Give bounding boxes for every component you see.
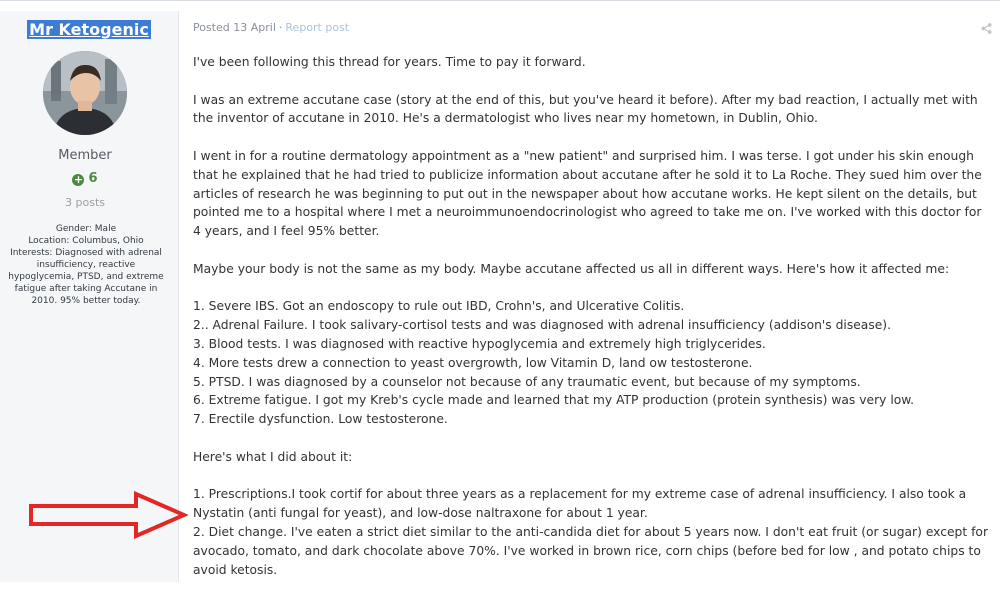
share-icon-glyph [981,23,992,34]
post-paragraph: Maybe your body is not the same as my body. Maybe accutane affected us all in different ways. Here's how it affected me: [193,261,950,276]
red-arrow-annotation [28,491,188,539]
post-meta [193,21,349,34]
posted-date: Posted 13 April [193,21,276,34]
effects-list [193,297,988,429]
post-paragraph: I've been following this thread for years. Time to pay it forward. [193,55,586,69]
list-item: 4. More tests drew a connection to yeast overgrowth, low Vitamin D, land ow testosterone. [193,355,753,370]
what-i-did-heading: Here's what I did about it: [193,449,353,464]
meta-separator: · [278,21,283,34]
list-item: 2. Diet change. I've eaten a strict diet similar to the anti-candida diet for about 5 years now. I don't eat fruit (or sugar) except for avocado, tomato, and dark chocolate above 70%. I've worked in brown rice, corn chips (before bed for low , and potato chips to avoid ketosis. [193,524,989,577]
author-name-link[interactable]: Mr Ketogenic [29,20,149,39]
list-item: 6. Extreme fatigue. I got my Kreb's cycle made and learned that my ATP production (protein synthesis) was very low. [193,393,915,408]
profile-fields [4,223,168,307]
report-post-link[interactable]: Report post [285,21,350,34]
list-item: 1. Severe IBS. Got an endoscopy to rule out IBD, Crohn's, and Ulcerative Colitis. [193,299,685,314]
post-count: 3 posts [65,196,105,209]
list-item: 2.. Adrenal Failure. I took salivary-cortisol tests and was diagnosed with adrenal insufficiency (addison's disease). [193,318,892,333]
share-icon[interactable] [981,23,992,37]
profile-interests: Interests: Diagnosed with adrenal insufficiency, reactive hypoglycemia, PTSD, and extreme fatigue after taking Accutane in 2010. 95% better today. [8,248,164,306]
avatar-image [43,51,127,135]
actions-list [193,485,988,579]
reputation-badge[interactable] [0,171,170,186]
plus-circle-icon: + [73,173,84,186]
list-item: 3. Blood tests. I was diagnosed with reactive hypoglycemia and extremely high triglycerides. [193,336,766,351]
author-name[interactable] [0,20,178,39]
list-item: 5. PTSD. I was diagnosed by a counselor not because of any traumatic event, but because of my symptoms. [193,374,861,389]
avatar[interactable] [43,51,127,135]
profile-gender: Gender: Male [55,224,117,234]
post-content [193,53,988,598]
reputation-count: 6 [88,171,98,186]
post-paragraph: I went in for a routine dermatology appointment as a "new patient" and surprised him. I was terse. I got under his skin enough that he explained that he had tried to publicize information about accutane after he sold it to La Roche. They sued him over the articles of research he was beginning to put out in the newspaper about how accutane works. He kept silent on the details, but pointed me to a hospital where I met a neuroimmunoendocrinologist who agreed to take me on. I've worked with this doctor for 4 years, and I feel 95% better. [193,148,982,239]
list-item: 1. Prescriptions.I took cortif for about three years as a replacement for my extreme case of adrenal insufficiency. I also took a Nystatin (anti fungal for yeast), and low-dose naltraxone for about 1 year. [193,487,967,521]
member-rank: Member [58,148,112,163]
profile-location: Location: Columbus, Ohio [28,236,144,246]
post-paragraph: I was an extreme accutane case (story at the end of this, but you've heard it before). After my bad reaction, I actually met with the inventor of accutane in 2010. He's a dermatologist who lives near my hometown, in Dublin, Ohio. [193,92,978,126]
list-item: 7. Erectile dysfunction. Low testosterone. [193,412,448,427]
